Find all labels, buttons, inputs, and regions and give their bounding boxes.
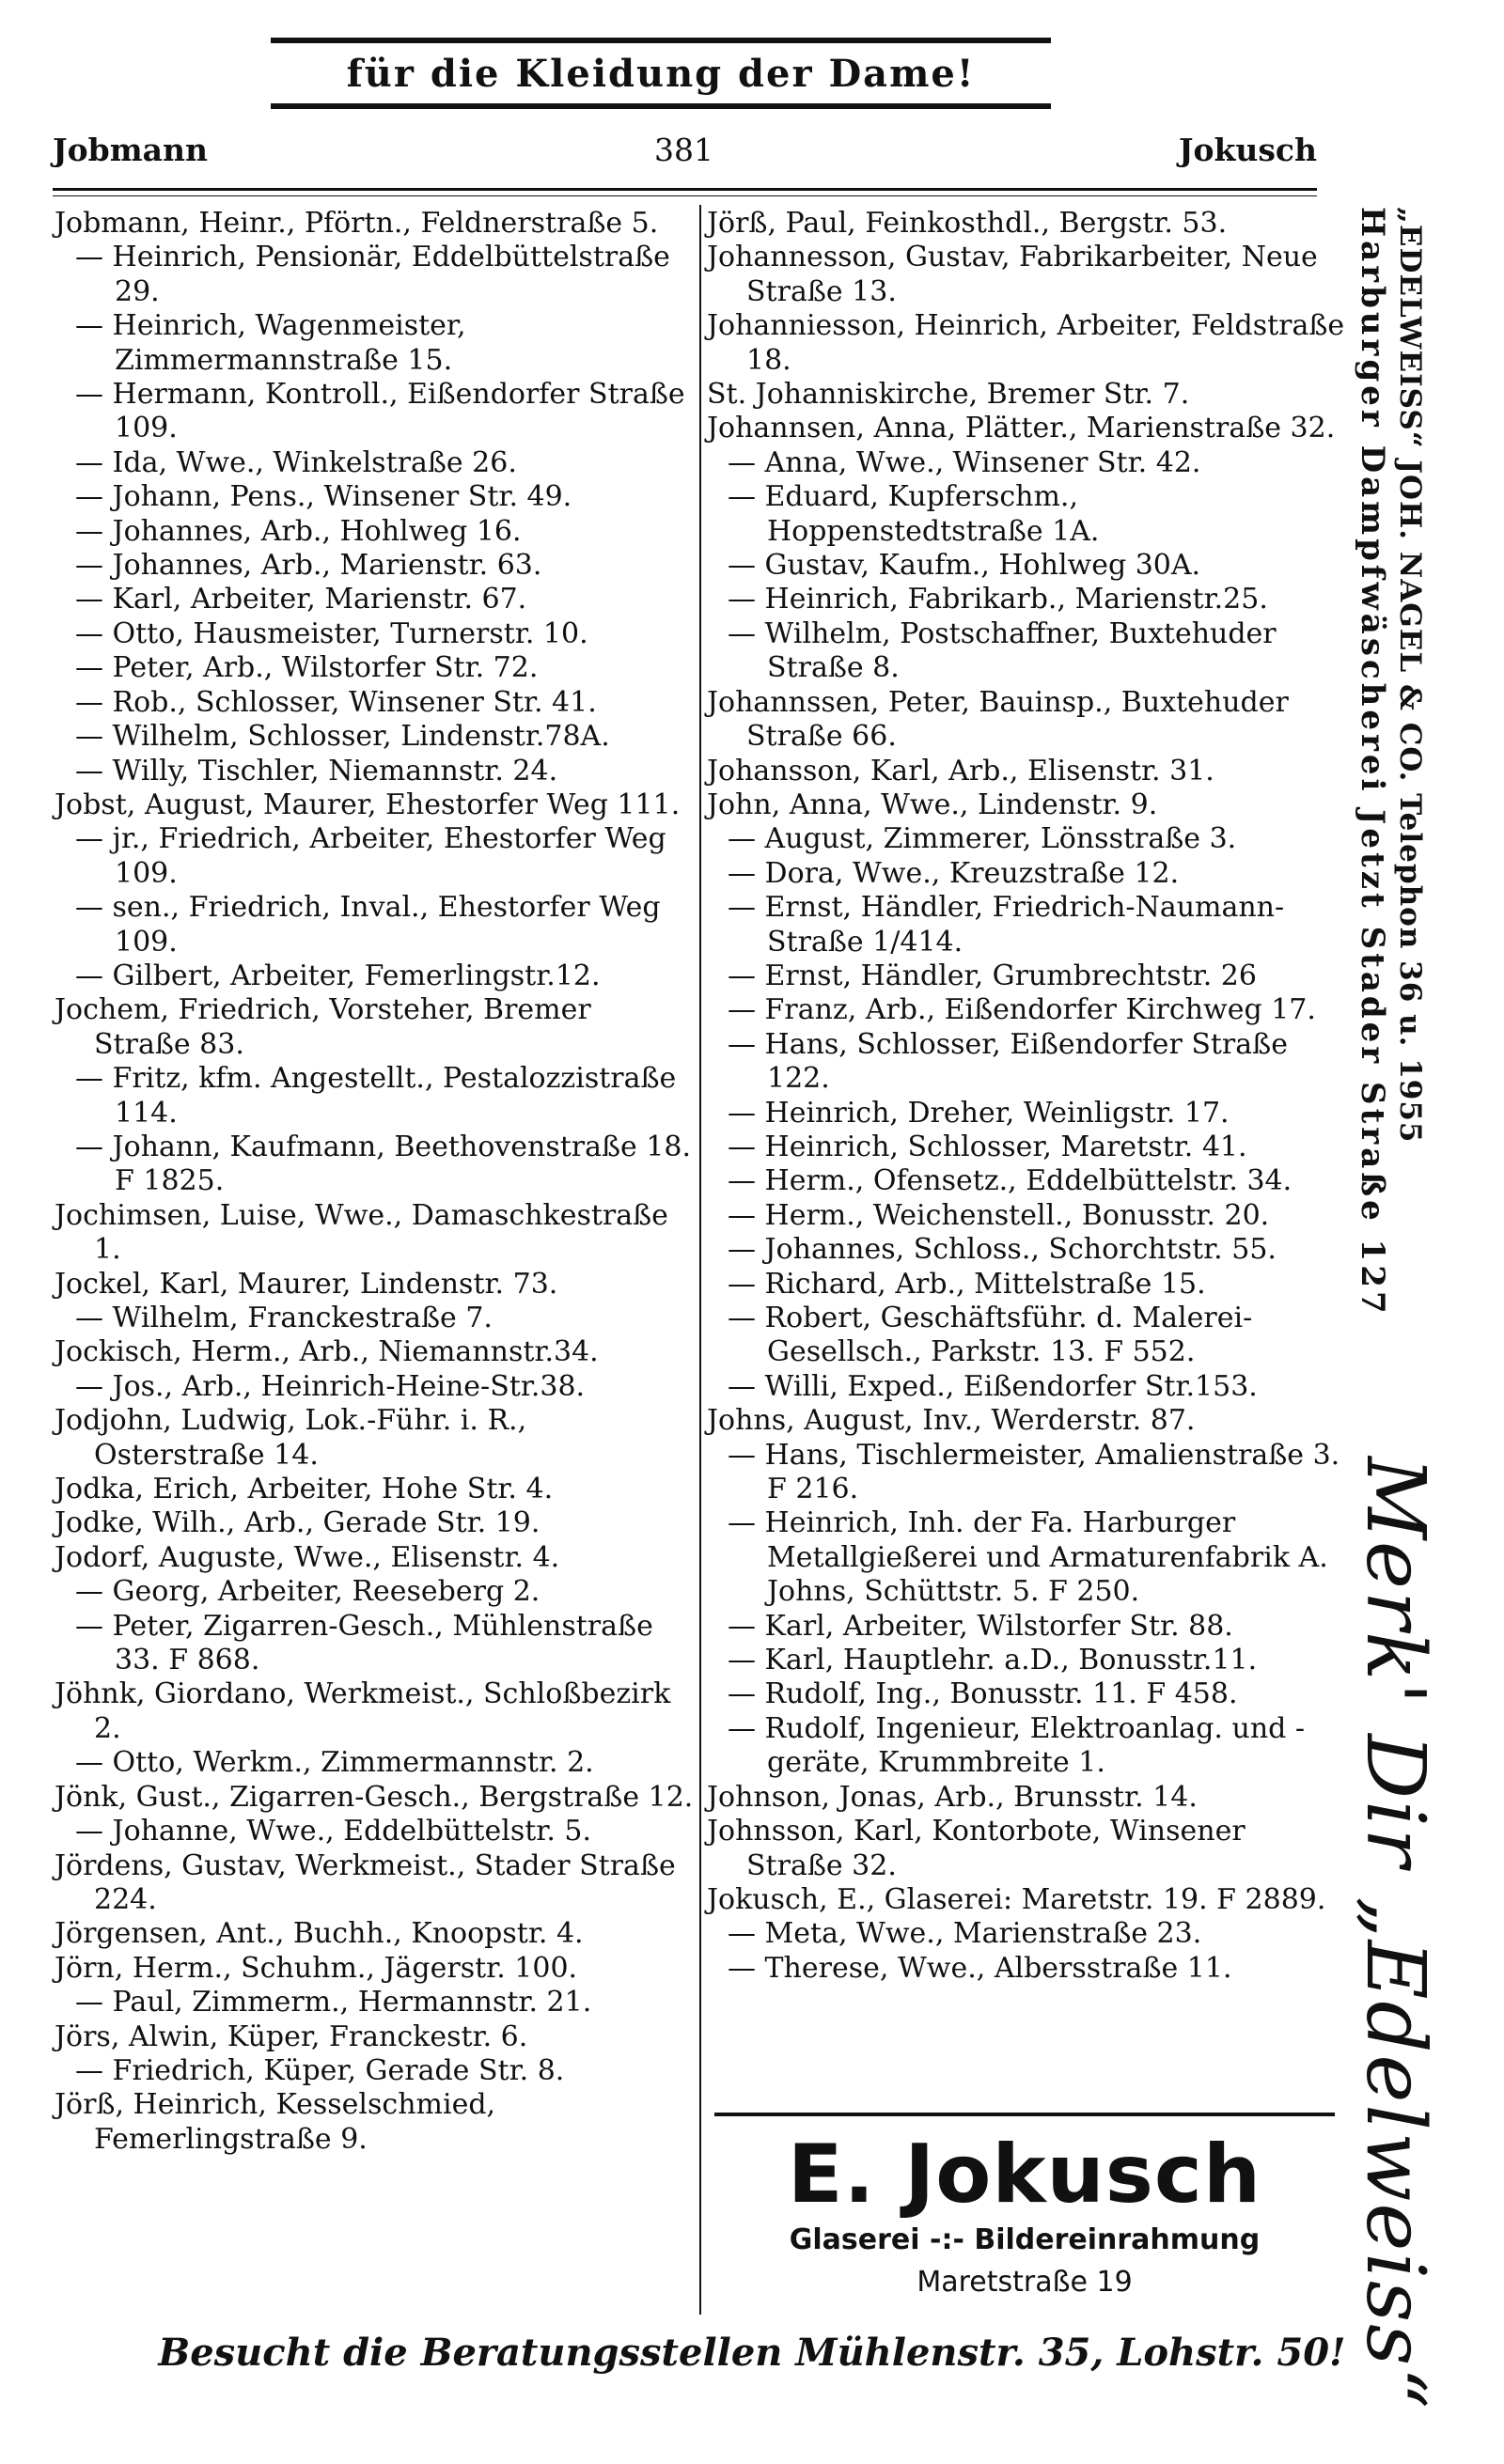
- side-ad-line2: „EDELWEISS“ JOH. NAGEL & CO. Telephon 36 u. 1955: [1393, 207, 1427, 1144]
- directory-entry: Johansson, Karl, Arb., Elisenstr. 31.: [707, 754, 1214, 788]
- directory-entry: — Anna, Wwe., Winsener Str. 42.: [728, 445, 1201, 479]
- directory-entry: — Paul, Zimmerm., Hermannstr. 21.: [75, 1986, 592, 2020]
- directory-entry: — Heinrich, Pensionär, Eddelbüttelstraße 29.: [75, 241, 670, 308]
- directory-entry: — Jos., Arb., Heinrich-Heine-Str.38.: [75, 1369, 586, 1403]
- directory-entry: Johnson, Jonas, Arb., Brunsstr. 14.: [707, 1780, 1198, 1814]
- footer-slogan: Besucht die Beratungsstellen Mühlenstr. 35, Lohstr. 50!: [158, 2331, 1346, 2375]
- directory-entry: — Wilhelm, Schlosser, Lindenstr.78A.: [75, 720, 610, 754]
- directory-entry: — Herm., Weichenstell., Bonusstr. 20.: [728, 1198, 1270, 1232]
- directory-entry: Jodjohn, Ludwig, Lok.-Führ. i. R., Osterstraße 14.: [55, 1404, 527, 1472]
- directory-entry: — Ida, Wwe., Winkelstraße 26.: [75, 445, 517, 479]
- left-column: [55, 207, 694, 2316]
- directory-entry: — Franz, Arb., Eißendorfer Kirchweg 17.: [728, 993, 1316, 1027]
- directory-entry: Jöhnk, Giordano, Werkmeist., Schloßbezirk 2.: [55, 1677, 671, 1745]
- directory-entry: — Friedrich, Küper, Gerade Str. 8.: [75, 2053, 565, 2087]
- directory-entry: — Gilbert, Arbeiter, Femerlingstr.12.: [75, 959, 601, 992]
- directory-entry: — Hans, Tischlermeister, Amalienstraße 3. F 216.: [728, 1438, 1340, 1506]
- directory-entry: Jodka, Erich, Arbeiter, Hohe Str. 4.: [55, 1473, 554, 1506]
- directory-entry: — Rudolf, Ingenieur, Elektroanlag. und -geräte, Krummbreite 1.: [728, 1711, 1306, 1780]
- directory-entry: Jörß, Heinrich, Kesselschmied, Femerlingstraße 9.: [55, 2088, 496, 2156]
- header-last-name: Jokusch: [1178, 132, 1317, 168]
- directory-entry: — Peter, Zigarren-Gesch., Mühlenstraße 33. F 868.: [75, 1609, 653, 1677]
- directory-entry: — Wilhelm, Franckestraße 7.: [75, 1302, 493, 1334]
- directory-entry: — Dora, Wwe., Kreuzstraße 12.: [728, 856, 1180, 890]
- directory-entry: Jönk, Gust., Zigarren-Gesch., Bergstraße 12.: [55, 1780, 694, 1814]
- directory-entry: Jockel, Karl, Maurer, Lindenstr. 73.: [55, 1267, 558, 1301]
- directory-entry: Jörn, Herm., Schuhm., Jägerstr. 100.: [55, 1951, 578, 1985]
- directory-entry: — Richard, Arb., Mittelstraße 15.: [728, 1267, 1206, 1301]
- side-advertisement: [1344, 207, 1485, 2411]
- directory-entry: Jörß, Paul, Feinkosthdl., Bergstr. 53.: [707, 207, 1228, 240]
- right-column: [707, 207, 1346, 2105]
- directory-entry: — Herm., Ofensetz., Eddelbüttelstr. 34.: [728, 1164, 1292, 1198]
- directory-entry: Jörgensen, Ant., Buchh., Knoopstr. 4.: [55, 1917, 584, 1951]
- directory-entry: — Johannes, Schloss., Schorchtstr. 55.: [728, 1233, 1277, 1267]
- column-divider: [699, 205, 701, 2315]
- directory-entry: — sen., Friedrich, Inval., Ehestorfer Weg 109.: [75, 891, 661, 959]
- directory-entry: Jobmann, Heinr., Pförtn., Feldnerstraße 5.: [55, 207, 659, 240]
- side-ad-slogan: Merk' Dir „Edelweiss“: [1348, 1457, 1442, 2411]
- directory-entry: Jodorf, Auguste, Wwe., Elisenstr. 4.: [55, 1540, 560, 1574]
- directory-entry: — Johannes, Arb., Marienstr. 63.: [75, 549, 542, 583]
- running-head: [53, 132, 1317, 184]
- directory-entry: — Johannes, Arb., Hohlweg 16.: [75, 514, 522, 548]
- directory-entry: — Heinrich, Wagenmeister, Zimmermannstraße 15.: [75, 309, 466, 377]
- directory-entry: — Ernst, Händler, Friedrich-Naumann-Straße 1/414.: [728, 891, 1285, 959]
- directory-entry: — Heinrich, Schlosser, Maretstr. 41.: [728, 1130, 1247, 1163]
- directory-entry: — Peter, Arb., Wilstorfer Str. 72.: [75, 651, 539, 685]
- directory-entry: — Eduard, Kupferschm., Hoppenstedtstraße 1A.: [728, 480, 1100, 548]
- ad-address: Maretstraße 19: [916, 2266, 1133, 2299]
- directory-entry: Jochimsen, Luise, Wwe., Damaschkestraße 1.: [55, 1198, 668, 1267]
- ad-services: Glaserei -:- Bildereinrahmung: [789, 2223, 1261, 2256]
- directory-entry: — Fritz, kfm. Angestellt., Pestalozzistraße 114.: [75, 1062, 677, 1130]
- ad-company-name: E. Jokusch: [787, 2128, 1262, 2222]
- directory-entry: St. Johanniskirche, Bremer Str. 7.: [707, 378, 1190, 412]
- directory-entry: — August, Zimmerer, Lönsstraße 3.: [728, 822, 1237, 856]
- directory-entry: Jockisch, Herm., Arb., Niemannstr.34.: [55, 1335, 599, 1369]
- directory-entry: — Gustav, Kaufm., Hohlweg 30A.: [728, 549, 1201, 583]
- directory-entry: — Meta, Wwe., Marienstraße 23.: [728, 1917, 1202, 1951]
- directory-entry: — Rudolf, Ing., Bonusstr. 11. F 458.: [728, 1677, 1238, 1711]
- directory-entry: — Robert, Geschäftsführ. d. Malerei-Gesellsch., Parkstr. 13. F 552.: [728, 1302, 1253, 1369]
- jokusch-advertisement: [714, 2113, 1335, 2328]
- directory-entry: Jobst, August, Maurer, Ehestorfer Weg 111.: [55, 788, 681, 821]
- directory-entry: — Georg, Arbeiter, Reeseberg 2.: [75, 1575, 540, 1609]
- directory-entry: — Karl, Arbeiter, Wilstorfer Str. 88.: [728, 1609, 1233, 1643]
- directory-entry: — Johann, Pens., Winsener Str. 49.: [75, 480, 572, 514]
- directory-entry: — Willy, Tischler, Niemannstr. 24.: [75, 754, 558, 788]
- directory-entry: — Karl, Arbeiter, Marienstr. 67.: [75, 583, 527, 616]
- directory-entry: — Hermann, Kontroll., Eißendorfer Straße 109.: [75, 378, 685, 445]
- directory-entry: — Heinrich, Inh. der Fa. Harburger Metallgießerei und Armaturenfabrik A. Johns, Schüttstr. 5. F 250.: [728, 1506, 1328, 1609]
- directory-entry: Jodke, Wilh., Arb., Gerade Str. 19.: [55, 1506, 540, 1540]
- directory-entry: Jördens, Gustav, Werkmeist., Stader Straße 224.: [55, 1848, 676, 1916]
- directory-entry: Johns, August, Inv., Werderstr. 87.: [707, 1404, 1196, 1438]
- directory-entry: Johannsen, Anna, Plätter., Marienstraße 32.: [707, 412, 1336, 445]
- directory-entry: Johnsson, Karl, Kontorbote, Winsener Straße 32.: [707, 1815, 1246, 1882]
- directory-entry: — Hans, Schlosser, Eißendorfer Straße 122.: [728, 1027, 1288, 1096]
- directory-entry: — Heinrich, Dreher, Weinligstr. 17.: [728, 1096, 1230, 1130]
- directory-entry: — Johann, Kaufmann, Beethovenstraße 18. F 1825.: [75, 1130, 692, 1198]
- directory-entry: — Karl, Hauptlehr. a.D., Bonusstr.11.: [728, 1644, 1258, 1677]
- directory-entry: Johanniesson, Heinrich, Arbeiter, Feldstraße 18.: [707, 309, 1345, 377]
- directory-entry: Johannesson, Gustav, Fabrikarbeiter, Neue Straße 13.: [707, 241, 1318, 308]
- header-rule-thin: [53, 195, 1317, 196]
- directory-entry: — Otto, Hausmeister, Turnerstr. 10.: [75, 616, 588, 650]
- directory-entry: John, Anna, Wwe., Lindenstr. 9.: [707, 788, 1158, 821]
- directory-entry: — Wilhelm, Postschaffner, Buxtehuder Straße 8.: [728, 616, 1277, 685]
- directory-entry: Johannssen, Peter, Bauinsp., Buxtehuder Straße 66.: [707, 685, 1289, 754]
- directory-entry: Jochem, Friedrich, Vorsteher, Bremer Straße 83.: [55, 993, 591, 1061]
- header-first-name: Jobmann: [53, 132, 208, 168]
- side-ad-line1: Harburger Dampfwäscherei Jetzt Stader Straße 127: [1354, 207, 1391, 1318]
- page-number: 381: [654, 132, 713, 168]
- directory-entry: — jr., Friedrich, Arbeiter, Ehestorfer Weg 109.: [75, 822, 666, 890]
- top-banner: für die Kleidung der Dame!: [271, 38, 1051, 109]
- directory-entry: — Otto, Werkm., Zimmermannstr. 2.: [75, 1746, 594, 1780]
- directory-entry: Jokusch, E., Glaserei: Maretstr. 19. F 2889.: [707, 1882, 1326, 1916]
- header-rule: [53, 188, 1317, 191]
- directory-entry: — Johanne, Wwe., Eddelbüttelstr. 5.: [75, 1815, 592, 1848]
- directory-entry: Jörs, Alwin, Küper, Franckestr. 6.: [55, 2020, 528, 2053]
- directory-entry: — Heinrich, Fabrikarb., Marienstr.25.: [728, 583, 1268, 616]
- directory-entry: — Rob., Schlosser, Winsener Str. 41.: [75, 685, 597, 719]
- directory-entry: — Therese, Wwe., Albersstraße 11.: [728, 1951, 1232, 1985]
- directory-entry: — Ernst, Händler, Grumbrechtstr. 26: [728, 959, 1257, 992]
- directory-entry: — Willi, Exped., Eißendorfer Str.153.: [728, 1369, 1258, 1403]
